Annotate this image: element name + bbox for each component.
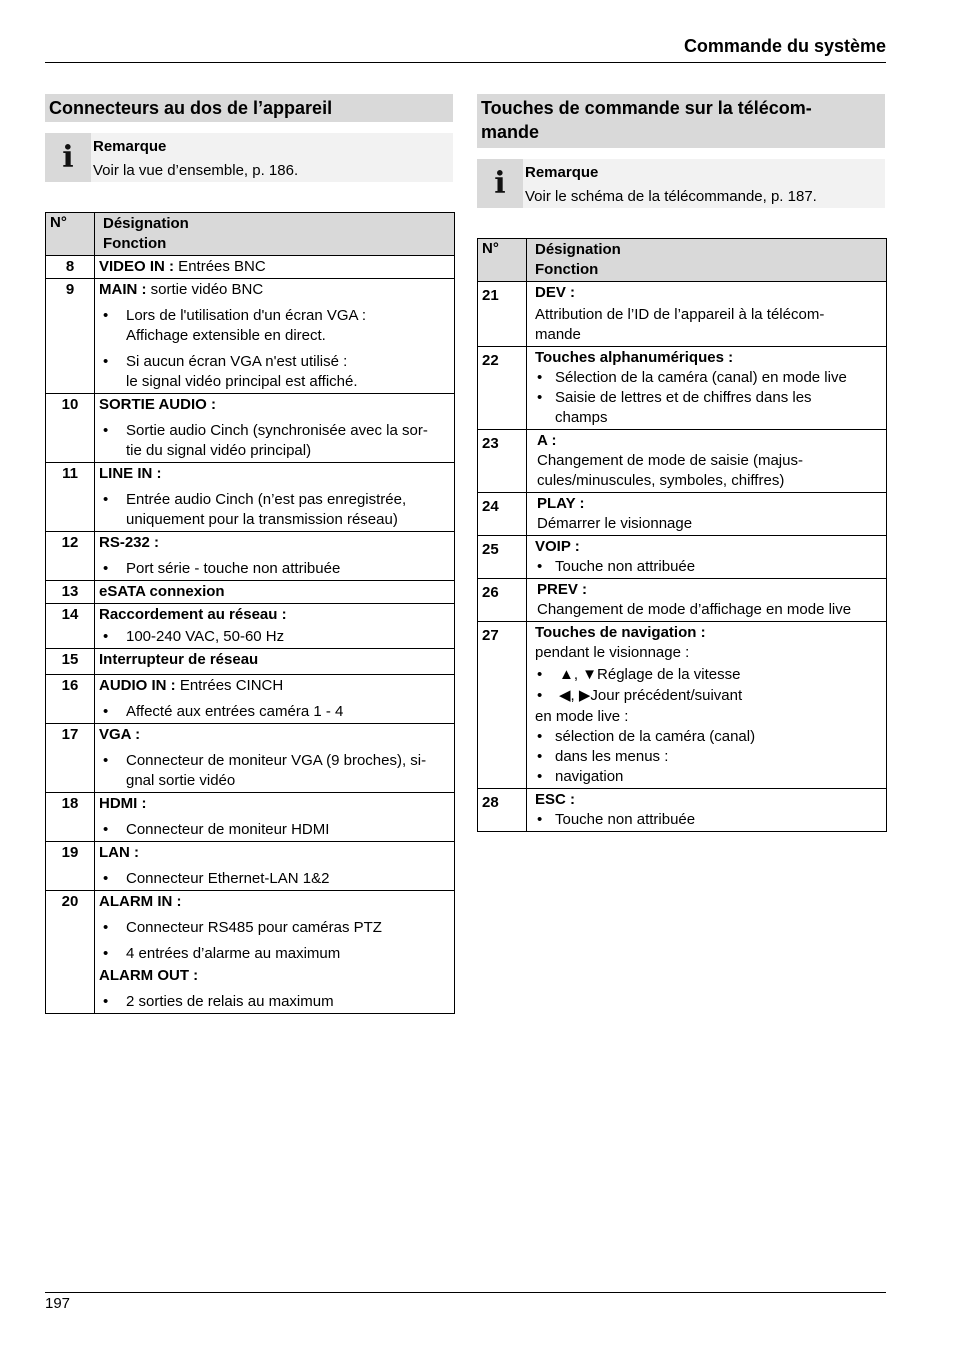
row-text: Démarrer le visionnage [537, 515, 693, 532]
row-num: 10 [46, 394, 95, 463]
row-desc [95, 394, 455, 463]
row-desc [527, 622, 887, 789]
list-item [535, 665, 882, 685]
bullet-text: sélection de la caméra (canal) [555, 728, 756, 745]
row-desc [527, 282, 887, 347]
table-row [46, 279, 455, 394]
row-label-rest: Entrées BNC [174, 258, 266, 275]
row-label: eSATA connexion [99, 583, 225, 600]
row-desc [95, 532, 455, 581]
row-num: 12 [46, 532, 95, 581]
arrow-left-right-icon: ◀, ▶ [559, 687, 591, 704]
row-label: RS-232 : [99, 534, 160, 551]
note-box [45, 133, 453, 182]
row-desc [95, 724, 455, 793]
row-desc [95, 581, 455, 604]
row-desc [527, 347, 887, 430]
row-num: 15 [46, 649, 95, 675]
list-item [99, 869, 450, 889]
note-box [477, 159, 885, 208]
bullet-text: Connecteur RS485 pour caméras PTZ [126, 919, 382, 936]
bullet-text: navigation [555, 768, 624, 785]
bullet-list [527, 368, 882, 428]
row-desc [95, 604, 455, 649]
row-num: 22 [478, 347, 527, 430]
row-desc [95, 842, 455, 891]
table-row [46, 675, 455, 724]
bullet-text: Saisie de lettres et de chiffres dans les [555, 389, 812, 406]
info-icon: i [477, 159, 523, 208]
header-designation [527, 239, 887, 282]
row-num: 8 [46, 256, 95, 279]
list-item [99, 490, 450, 530]
bullet-list [99, 751, 450, 791]
remote-keys-table [477, 238, 887, 832]
bullet-text: Connecteur de moniteur HDMI [126, 821, 330, 838]
row-label: SORTIE AUDIO : [99, 396, 216, 413]
connectors-table [45, 212, 455, 1014]
row-num: 16 [46, 675, 95, 724]
row-num: 24 [478, 493, 527, 536]
row-label: Touches alphanumériques : [535, 349, 734, 366]
header-function-label: Fonction [535, 261, 599, 278]
header-num: N° [46, 213, 95, 256]
note-body [523, 159, 885, 208]
table-row [46, 463, 455, 532]
row-label-rest: Entrées CINCH [175, 677, 284, 694]
bullet-text: dans les menus : [555, 748, 669, 765]
bullet-text: gnal sortie vidéo [126, 772, 236, 789]
row-text: mande [535, 326, 581, 343]
table-row [478, 282, 887, 347]
table-row [478, 536, 887, 579]
table-row [478, 579, 887, 622]
list-item [527, 747, 882, 767]
note-text: Voir le schéma de la télécommande, p. 187. [525, 188, 817, 205]
header-designation-label: Désignation [103, 215, 189, 232]
row-text: Changement de mode de saisie (majus- [537, 452, 803, 469]
bullet-text: Sélection de la caméra (canal) en mode live [555, 369, 847, 386]
bullet-text: Si aucun écran VGA n'est utilisé : [126, 353, 348, 370]
table-header-row [46, 213, 455, 256]
bullet-list [99, 702, 450, 722]
row-desc [527, 579, 887, 622]
section-title-connectors: Connecteurs au dos de l’appareil [45, 94, 453, 122]
bullet-text: le signal vidéo principal est affiché. [126, 373, 358, 390]
header-divider [45, 62, 886, 63]
bullet-text: champs [555, 409, 608, 426]
bullet-text: uniquement pour la transmission réseau) [126, 511, 398, 528]
row-text: Changement de mode d’affichage en mode live [537, 601, 852, 618]
row-label: DEV : [535, 284, 576, 301]
bullet-text: Affecté aux entrées caméra 1 - 4 [126, 703, 344, 720]
header-designation [95, 213, 455, 256]
list-item [99, 751, 450, 791]
bullet-list [527, 557, 882, 577]
row-desc [527, 430, 887, 493]
note-title: Remarque [93, 138, 167, 155]
row-label: MAIN : [99, 281, 147, 298]
list-item [527, 767, 882, 787]
list-item [99, 421, 450, 461]
row-desc [527, 536, 887, 579]
table-row [46, 604, 455, 649]
list-item [99, 820, 450, 840]
bullet-text: Port série - touche non attribuée [126, 560, 341, 577]
row-num: 27 [478, 622, 527, 789]
table-row [46, 394, 455, 463]
row-desc [95, 793, 455, 842]
row-label-secondary: ALARM OUT : [99, 967, 199, 984]
row-label: PREV : [537, 581, 588, 598]
row-num: 20 [46, 891, 95, 1014]
row-desc [527, 493, 887, 536]
row-desc [95, 463, 455, 532]
header-function-label: Fonction [103, 235, 167, 252]
bullet-text: Réglage de la vitesse [597, 666, 741, 683]
note-body [91, 133, 453, 182]
page-number: 197 [45, 1295, 71, 1312]
bullet-text: tie du signal vidéo principal) [126, 442, 312, 459]
left-column [45, 94, 455, 1014]
bullet-text: 2 sorties de relais au maximum [126, 993, 334, 1010]
row-label: ALARM IN : [99, 893, 182, 910]
right-column [477, 94, 887, 832]
bullet-list [99, 627, 450, 647]
table-row [46, 256, 455, 279]
section-title-line: mande [481, 122, 540, 142]
row-label: PLAY : [537, 495, 585, 512]
table-row [478, 493, 887, 536]
row-label: AUDIO IN : [99, 677, 176, 694]
row-num: 23 [478, 430, 527, 493]
row-num: 13 [46, 581, 95, 604]
bullet-text: 100-240 VAC, 50-60 Hz [126, 628, 285, 645]
row-label: ESC : [535, 791, 576, 808]
list-item [99, 306, 450, 346]
bullet-text: Affichage extensible en direct. [126, 327, 326, 344]
table-row [478, 430, 887, 493]
list-item [99, 992, 450, 1012]
list-item [99, 559, 450, 579]
bullet-text: 4 entrées d’alarme au maximum [126, 945, 341, 962]
table-row [46, 532, 455, 581]
bullet-list [99, 820, 450, 840]
list-item [99, 944, 450, 964]
table-row [478, 347, 887, 430]
row-num: 9 [46, 279, 95, 394]
row-label: VGA : [99, 726, 141, 743]
row-text: en mode live : [535, 708, 629, 725]
bullet-text: Sortie audio Cinch (synchronisée avec la sor- [126, 422, 428, 439]
table-row [46, 581, 455, 604]
row-num: 14 [46, 604, 95, 649]
header-designation-label: Désignation [535, 241, 621, 258]
table-row [46, 724, 455, 793]
row-desc [95, 891, 455, 1014]
row-num: 28 [478, 789, 527, 832]
row-label: Raccordement au réseau : [99, 606, 287, 623]
list-item [99, 918, 450, 938]
bullet-list [99, 421, 450, 461]
row-desc [95, 279, 455, 394]
list-item [527, 727, 882, 747]
table-row [46, 649, 455, 675]
section-title-remote [477, 94, 885, 148]
list-item [99, 352, 450, 392]
row-num: 18 [46, 793, 95, 842]
table-header-row [478, 239, 887, 282]
bullet-list [99, 992, 450, 1012]
row-label: A : [537, 432, 557, 449]
bullet-text: Touche non attribuée [555, 558, 696, 575]
row-label: LINE IN : [99, 465, 162, 482]
row-text: pendant le visionnage : [535, 644, 690, 661]
row-text: cules/minuscules, symboles, chiffres) [537, 472, 785, 489]
note-title: Remarque [525, 164, 599, 181]
page-header-title: Commande du système [683, 36, 886, 56]
row-label: VIDEO IN : [99, 258, 175, 275]
row-desc [527, 789, 887, 832]
bullet-list [99, 918, 450, 964]
row-num: 17 [46, 724, 95, 793]
list-item [527, 810, 882, 830]
bullet-list [527, 810, 882, 830]
row-label: HDMI : [99, 795, 147, 812]
bullet-text: Connecteur Ethernet-LAN 1&2 [126, 870, 330, 887]
row-label-rest: sortie vidéo BNC [146, 281, 264, 298]
row-label: Interrupteur de réseau [99, 651, 259, 668]
table-row [478, 622, 887, 789]
bullet-text: Connecteur de moniteur VGA (9 broches), si- [126, 752, 427, 769]
info-icon: i [45, 133, 91, 182]
list-item [99, 702, 450, 722]
bullet-list [99, 559, 450, 579]
row-num: 25 [478, 536, 527, 579]
row-num: 26 [478, 579, 527, 622]
row-label: Touches de navigation : [535, 624, 706, 641]
bullet-list [527, 727, 882, 787]
row-desc [95, 256, 455, 279]
bullet-text: Jour précédent/suivant [590, 687, 743, 704]
row-label: VOIP : [535, 538, 580, 555]
list-item [527, 368, 882, 388]
bullet-list [99, 490, 450, 530]
list-item [527, 557, 882, 577]
row-text: Attribution de l’ID de l’appareil à la télécom- [535, 306, 825, 323]
bullet-list [99, 869, 450, 889]
list-item [99, 627, 450, 647]
bullet-text: Entrée audio Cinch (n’est pas enregistrée, [126, 491, 407, 508]
bullet-list [99, 306, 450, 392]
note-text: Voir la vue d’ensemble, p. 186. [93, 162, 299, 179]
table-row [478, 789, 887, 832]
footer-divider [45, 1292, 886, 1293]
row-num: 19 [46, 842, 95, 891]
bullet-text: Lors de l'utilisation d'un écran VGA : [126, 307, 367, 324]
bullet-dot: • [537, 666, 543, 683]
list-item [535, 686, 882, 706]
bullet-text: Touche non attribuée [555, 811, 696, 828]
table-row [46, 842, 455, 891]
arrow-up-down-icon: ▲, ▼ [559, 666, 598, 683]
row-num: 11 [46, 463, 95, 532]
row-desc [95, 649, 455, 675]
section-title-line: Touches de commande sur la télécom- [481, 98, 812, 118]
bullet-dot: • [537, 687, 543, 704]
row-label: LAN : [99, 844, 139, 861]
table-row [46, 891, 455, 1014]
row-desc [95, 675, 455, 724]
header-num: N° [478, 239, 527, 282]
table-row [46, 793, 455, 842]
list-item [527, 388, 882, 428]
row-num: 21 [478, 282, 527, 347]
